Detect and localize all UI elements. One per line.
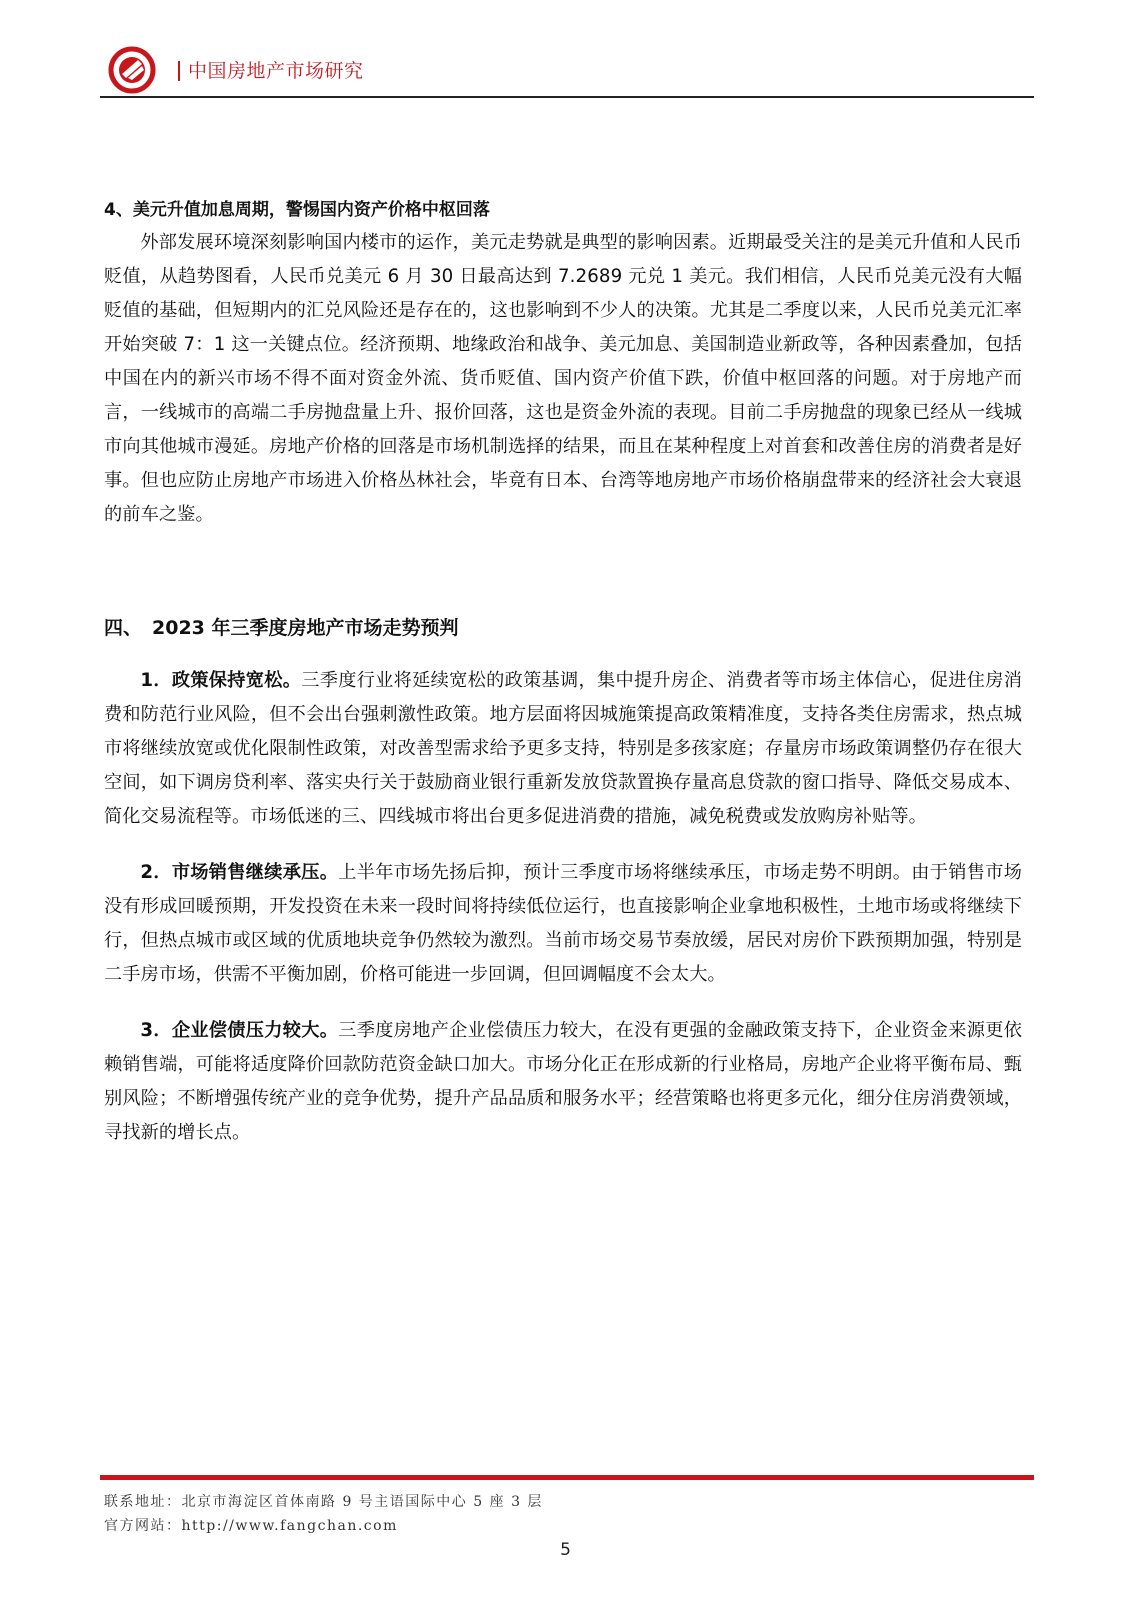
footer-address: 联系地址：北京市海淀区首体南路 9 号主语国际中心 5 座 3 层	[104, 1494, 543, 1510]
forecast-item-text: 上半年市场先扬后抑，预计三季度市场将继续承压，市场走势不明朗。由于销售市场没有形成回暖预期，开发投资在未来一段时间将持续低位运行，也直接影响企业拿地积极性，土地市场或将继续下行，但热点城市或区域的优质地块竞争仍然较为激烈。当前市场交易节奏放缓，居民对房价下跌预期加强，特别是二手房市场，供需不平衡加剧，价格可能进一步回调，但回调幅度不会太大。	[104, 862, 1023, 985]
page-header	[100, 44, 1034, 98]
forecast-item-lead: 1．政策保持宽松。	[140, 670, 302, 691]
page-number: 5	[560, 1540, 571, 1560]
section-heading	[104, 612, 1022, 644]
sub-section-paragraph: 外部发展环境深刻影响国内楼市的运作，美元走势就是典型的影响因素。近期最受关注的是美元升值和人民币贬值，从趋势图看，人民币兑美元 6 月 30 日最高达到 7.2689 元兑 1 美元。我们相信，人民币兑美元没有大幅贬值的基础，但短期内的汇兑风险还是存在的，这也影响到不少人的决策。尤其是二季度以来，人民币兑美元汇率开始突破 7：1 这一关键点位。经济预期、地缘政治和战争、美元加息、美国制造业新政等，各种因素叠加，包括中国在内的新兴市场不得不面对资金外流、货币贬值、国内资产价值下跌，价值中枢回落的问题。对于房地产而言，一线城市的高端二手房抛盘量上升、报价回落，这也是资金外流的表现。目前二手房抛盘的现象已经从一线城市向其他城市漫延。房地产价格的回落是市场机制选择的结果，而且在某种程度上对首套和改善住房的消费者是好事。但也应防止房地产市场进入价格丛林社会，毕竟有日本、台湾等地房地产市场价格崩盘带来的经济社会大衰退的前车之鉴。	[104, 232, 1022, 525]
forecast-item-sales	[104, 856, 1022, 992]
header-title: 中国房地产市场研究	[188, 60, 364, 82]
section-number: 四、	[104, 617, 143, 639]
forecast-item-lead: 2．市场销售继续承压。	[140, 862, 339, 883]
page-footer	[104, 1490, 543, 1538]
forecast-item-lead: 3．企业偿债压力较大。	[140, 1020, 339, 1041]
section-title: 2023 年三季度房地产市场走势预判	[152, 617, 459, 639]
forecast-item-text: 三季度房地产企业偿债压力较大，在没有更强的金融政策支持下，企业资金来源更依赖销售端，可能将适度降价回款防范资金缺口加大。市场分化正在形成新的行业格局，房地产企业将平衡布局、甄别风险；不断增强传统产业的竞争优势，提升产品品质和服务水平；经营策略也将更多元化，细分住房消费领域，寻找新的增长点。	[104, 1020, 1023, 1143]
forecast-item-text: 三季度行业将延续宽松的政策基调，集中提升房企、消费者等市场主体信心，促进住房消费和防范行业风险，但不会出台强刺激性政策。地方层面将因城施策提高政策精准度，支持各类住房需求，热点城市将继续放宽或优化限制性政策，对改善型需求给予更多支持，特别是多孩家庭；存量房市场政策调整仍存在很大空间，如下调房贷利率、落实央行关于鼓励商业银行重新发放贷款置换存量高息贷款的窗口指导、降低交易成本、简化交易流程等。市场低迷的三、四线城市将出台更多促进消费的措施，减免税费或发放购房补贴等。	[104, 670, 1022, 827]
footer-website: 官方网站：http://www.fangchan.com	[104, 1518, 398, 1534]
footer-rule	[100, 1475, 1034, 1480]
sub-section-heading: 4、美元升值加息周期，警惕国内资产价格中枢回落	[104, 200, 490, 220]
company-logo	[108, 46, 156, 94]
page-content	[104, 194, 1022, 1150]
forecast-item-policy	[104, 664, 1022, 834]
header-separator	[178, 61, 180, 81]
header-rule	[100, 96, 1034, 98]
forecast-item-debt	[104, 1014, 1022, 1150]
